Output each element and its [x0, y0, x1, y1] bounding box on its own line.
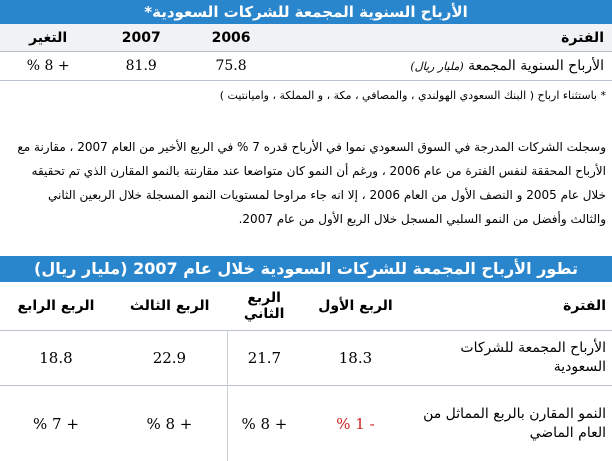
period-header-2: الفترة [563, 297, 606, 314]
q2-header-line2: الثاني [243, 306, 285, 322]
q2-growth: + 8 % [227, 386, 301, 461]
quarterly-growth-label: النمو المقارن بالربع المماثل من العام الماضي [410, 386, 612, 461]
q1-growth: - 1 % [301, 386, 410, 461]
value-2006: 75.8 [186, 52, 276, 81]
annual-profits-row [0, 52, 612, 81]
annual-profits-unit: (مليار ريال) [410, 60, 464, 73]
paragraph-line: الأرباح المحققة لنفس الفترة من عام 2006 ، ورغم أن النمو كان متواضعا عند مقارنتة بالنمو المقارن الذي تم تحقيقه [31, 164, 606, 178]
quarterly-profits-label: الأرباح المجمعة للشركات السعودية [410, 331, 612, 386]
q2-header [227, 282, 301, 331]
annual-profits-label: الأرباح السنوية المجمعة [468, 58, 604, 74]
change-header: التغير [0, 24, 96, 52]
q4-header: الربع الرابع [17, 298, 95, 314]
quarterly-header-row [0, 282, 612, 331]
q2-header-line1: الربع [247, 290, 281, 306]
paragraph-line: والثالث وأفضل من النمو السلبي المسجل خلال الربع الأول من عام 2007. [238, 212, 606, 226]
q3-growth: + 8 % [112, 386, 227, 461]
year-2007-header: 2007 [96, 24, 186, 52]
quarterly-profits-title: تطور الأرباح المجمعة للشركات السعودية خلال عام 2007 (مليار ريال) [0, 256, 612, 282]
annual-profits-table [0, 24, 612, 81]
q1-header: الربع الأول [318, 298, 393, 314]
quarterly-profits-table [0, 282, 612, 461]
paragraph-line: خلال عام 2005 و النصف الأول من العام 2006 ، إلا انه جاء مراوحا لمستويات النمو المسجلة خلال الربعين الثاني [48, 188, 606, 202]
change-value: + 8 % [0, 52, 96, 81]
q3-header: الربع الثالث [129, 298, 210, 314]
q1-profit: 18.3 [301, 331, 410, 386]
quarterly-growth-row [0, 386, 612, 461]
q4-growth: + 7 % [0, 386, 112, 461]
period-header: الفترة [276, 24, 612, 52]
quarterly-profits-row [0, 331, 612, 386]
body-paragraph [6, 135, 606, 231]
footnote: * باستثناء ارباح ( البنك السعودي الهولندي ، والمصافي ، مكة ، و المملكة ، واميانتيت ) [219, 89, 606, 102]
annual-profits-title: الأرباح السنوية المجمعة للشركات السعودية* [0, 0, 612, 24]
q3-profit: 22.9 [112, 331, 227, 386]
q4-profit: 18.8 [0, 331, 112, 386]
paragraph-line: وسجلت الشركات المدرجة في السوق السعودي نموا في الأرباح قدره 7 % في الربع الأخير من العام 2007 ، مقارنة مع [17, 140, 606, 154]
value-2007: 81.9 [96, 52, 186, 81]
annual-profits-header-row [0, 24, 612, 52]
q2-profit: 21.7 [227, 331, 301, 386]
year-2006-header: 2006 [186, 24, 276, 52]
annual-profits-label-cell [276, 52, 612, 81]
